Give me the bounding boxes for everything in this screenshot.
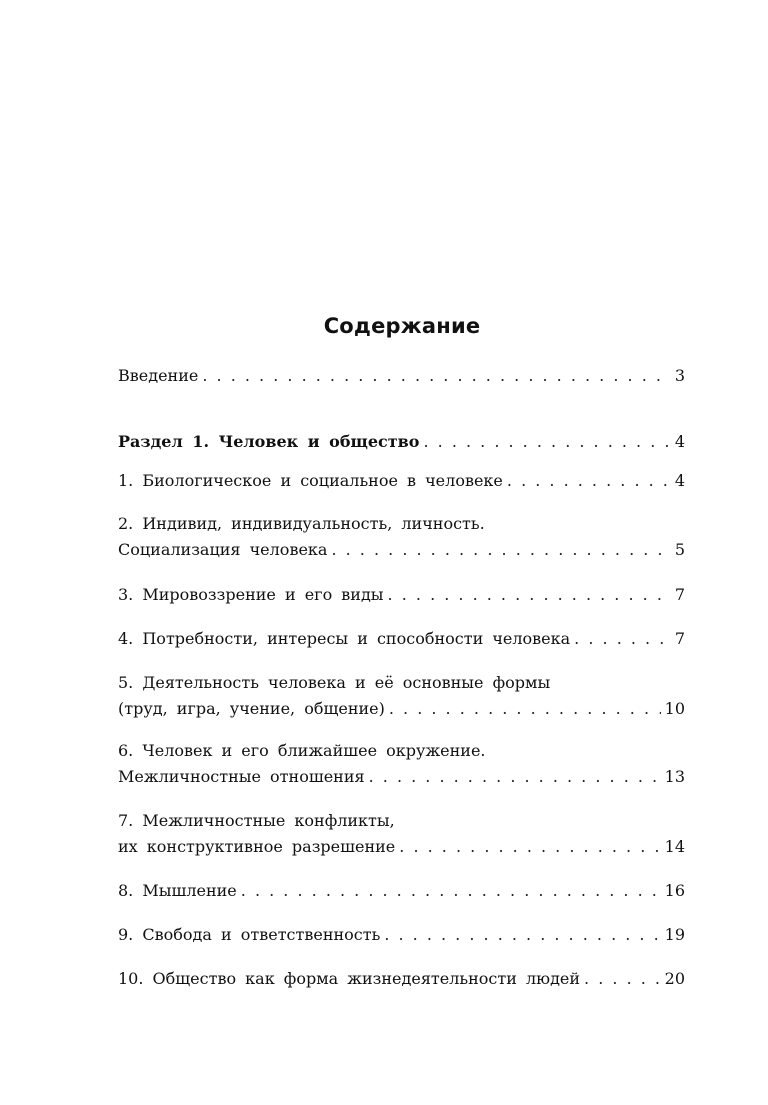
toc-entry-label-line-1: 7. Межличностные конфликты,	[118, 811, 395, 830]
toc-entry-label-line-1: 5. Деятельность человека и её основные формы	[118, 673, 551, 692]
toc-entry-label-line-2: Социализация человека	[118, 540, 328, 559]
toc-page-number: 19	[664, 925, 685, 944]
toc-page-number: 7	[674, 629, 685, 648]
toc-entry-chapter-7[interactable]	[118, 808, 685, 860]
toc-entry-chapter-9[interactable]	[118, 922, 685, 948]
dot-leader	[331, 537, 670, 563]
toc-entry-label: 3. Мировоззрение и его виды	[118, 585, 384, 604]
toc-entry-label-line-1: 2. Индивид, индивидуальность, личность.	[118, 514, 485, 533]
toc-entry-chapter-2[interactable]	[118, 511, 685, 563]
toc-entry-chapter-10[interactable]	[118, 966, 685, 992]
toc-entry-chapter-4[interactable]	[118, 626, 685, 652]
toc-entry-label: 9. Свобода и ответственность	[118, 925, 381, 944]
toc-entry-chapter-6[interactable]	[118, 738, 685, 790]
toc-entry-section-1[interactable]	[118, 429, 685, 455]
dot-leader	[584, 966, 661, 992]
toc-page-number: 7	[674, 585, 685, 604]
dot-leader	[369, 764, 661, 790]
toc-page-number: 3	[674, 366, 685, 385]
dot-leader	[389, 696, 661, 722]
toc-entry-label: 4. Потребности, интересы и способности человека	[118, 629, 571, 648]
dot-leader	[241, 878, 661, 904]
toc-page-number: 5	[674, 540, 685, 559]
dot-leader	[574, 626, 671, 652]
toc-entry-label-line-2: Межличностные отношения	[118, 767, 365, 786]
toc-entry-label: 1. Биологическое и социальное в человеке	[118, 471, 503, 490]
toc-entry-label: 8. Мышление	[118, 881, 237, 900]
toc-page-number: 20	[664, 969, 685, 988]
toc-entry-label: Введение	[118, 366, 199, 385]
toc-entry-chapter-1[interactable]	[118, 468, 685, 494]
dot-leader	[507, 468, 671, 494]
toc-entry-chapter-8[interactable]	[118, 878, 685, 904]
toc-page-number: 16	[664, 881, 685, 900]
dot-leader	[202, 363, 670, 389]
toc-entry-label: 10. Общество как форма жизнедеятельности людей	[118, 969, 581, 988]
toc-entry-chapter-3[interactable]	[118, 582, 685, 608]
dot-leader	[399, 834, 660, 860]
toc-entry-chapter-5[interactable]	[118, 670, 685, 722]
toc-page-number: 10	[664, 699, 685, 718]
toc-page-number: 14	[664, 837, 685, 856]
toc-entry-label-line-2: их конструктивное разрешение	[118, 837, 396, 856]
toc-page-number: 4	[674, 471, 685, 490]
dot-leader	[388, 582, 671, 608]
toc-entry-label-line-1: 6. Человек и его ближайшее окружение.	[118, 741, 486, 760]
toc-page-number: 13	[664, 767, 685, 786]
page-title: Содержание	[323, 314, 481, 338]
toc-entry-label-line-2: (труд, игра, учение, общение)	[118, 699, 385, 718]
toc-page-number: 4	[674, 432, 685, 451]
toc-entry-label: Раздел 1. Человек и общество	[118, 432, 420, 451]
dot-leader	[384, 922, 660, 948]
toc-entry-introduction[interactable]	[118, 363, 685, 389]
dot-leader	[423, 429, 670, 455]
